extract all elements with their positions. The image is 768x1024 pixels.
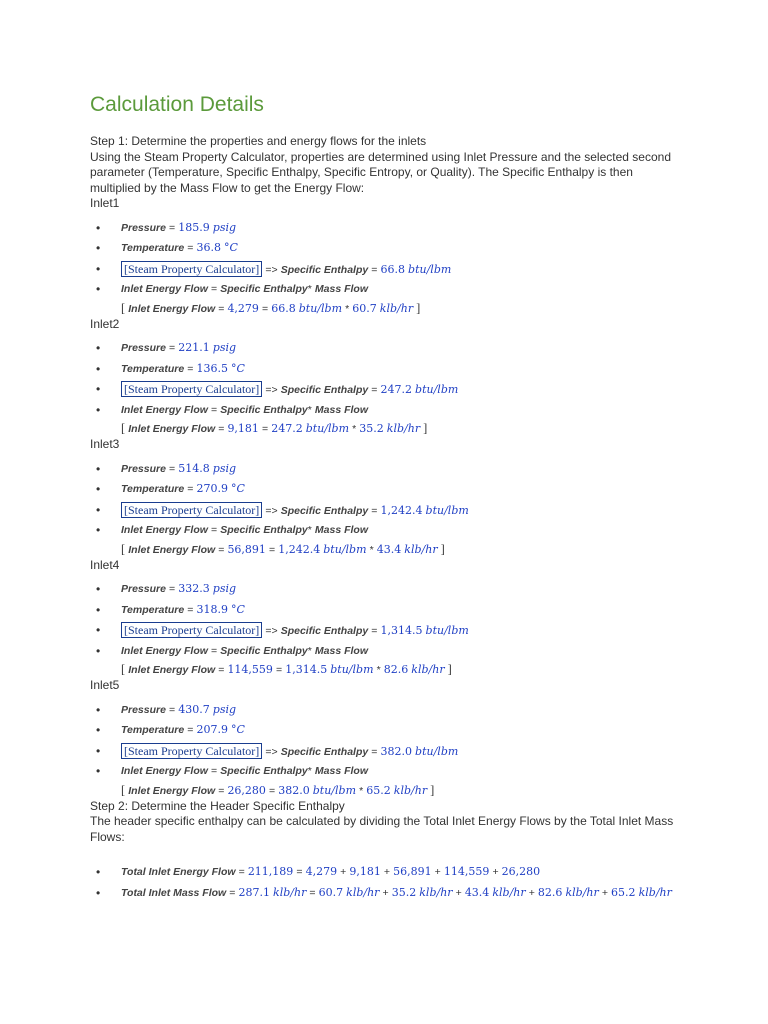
bracket-close: ] [440, 541, 445, 556]
inlet-block [90, 196, 688, 317]
unit-text: btu/lbm [415, 383, 459, 396]
energy-flow-result [90, 782, 688, 799]
energy-term: 9,181 [349, 865, 381, 878]
energy-flow-label: Inlet Energy Flow [121, 765, 208, 777]
mass-flow-label: Mass Flow [314, 283, 368, 295]
energy-flow-result [90, 661, 688, 678]
pressure-value: 221.1 [178, 341, 210, 354]
equals-sign: = [371, 263, 378, 276]
total-mass-label: Total Inlet Mass Flow [121, 886, 227, 899]
mass-term: 60.7 [318, 885, 344, 899]
inlet-block [90, 437, 688, 558]
mass-flow-label: Mass Flow [314, 403, 368, 416]
bullet-icon: • [96, 885, 101, 900]
unit-text: klb/hr [379, 301, 414, 315]
pressure-item [90, 702, 688, 723]
equals-sign: = [371, 745, 378, 758]
plus-sign: + [382, 886, 389, 899]
equals-sign: = [169, 703, 176, 716]
unit-text: btu/lbm [425, 503, 469, 517]
energy-flow-label: Inlet Energy Flow [128, 543, 216, 556]
inlet-name: Inlet3 [90, 437, 120, 451]
plus-sign: + [340, 866, 347, 878]
pressure-value: 430.7 [178, 702, 210, 716]
plus-sign: + [528, 886, 535, 899]
unit-text: klb/hr [411, 663, 445, 676]
enthalpy-value: 66.8 [271, 301, 296, 315]
enthalpy-label: Specific Enthalpy [220, 765, 308, 777]
temperature-item [90, 602, 688, 623]
temperature-item [90, 722, 688, 743]
energy-flow-label: Inlet Energy Flow [121, 644, 208, 657]
bracket-close: ] [416, 300, 421, 315]
total-energy-item [90, 864, 688, 885]
equals-sign: = [187, 603, 194, 616]
bullet-icon: • [96, 461, 101, 476]
equals-sign: = [218, 302, 225, 315]
energy-flow-label: Inlet Energy Flow [128, 784, 216, 797]
mass-flow-value: 43.4 [376, 542, 402, 556]
pressure-value: 514.8 [178, 461, 210, 475]
temperature-item [90, 240, 688, 261]
unit-text: °C [231, 482, 245, 495]
pressure-item [90, 461, 688, 482]
pressure-label: Pressure [121, 462, 166, 475]
bracket-close: ] [430, 782, 435, 797]
step1-title: Step 1: Determine the properties and energy flows for the inlets [90, 134, 427, 148]
step2-title: Step 2: Determine the Header Specific Enthalpy [90, 798, 345, 813]
unit-text: klb/hr [393, 783, 428, 797]
inlets-section [90, 196, 688, 799]
mass-flow-label: Mass Flow [314, 765, 368, 777]
inlet-block [90, 317, 688, 438]
unit-text: klb/hr [419, 885, 453, 899]
mass-flow-value: 60.7 [352, 301, 377, 315]
bullet-icon: • [96, 282, 101, 296]
plus-sign: + [434, 866, 441, 878]
bullet-icon: • [96, 643, 101, 658]
equals-sign: = [169, 583, 176, 595]
energy-term: 114,559 [443, 865, 490, 878]
times-sign: * [307, 524, 312, 536]
enthalpy-label: Specific Enthalpy [280, 263, 369, 276]
unit-text: psig [212, 220, 237, 234]
arrow-text: => [265, 625, 278, 637]
mass-term: 35.2 [391, 885, 417, 899]
equals-sign: = [187, 362, 194, 375]
bullet-icon: • [96, 341, 101, 355]
times-sign: * [307, 644, 312, 657]
pressure-value: 185.9 [178, 220, 210, 234]
energy-flow-result [90, 541, 688, 558]
temperature-label: Temperature [121, 724, 185, 736]
steam-calculator-link[interactable]: [Steam Property Calculator] [121, 622, 262, 638]
inlet-property-list [90, 340, 688, 422]
bracket-open: [ [121, 662, 126, 676]
unit-text: btu/lbm [312, 783, 357, 797]
bullet-icon: • [96, 261, 101, 276]
energy-formula-item [90, 522, 688, 543]
bracket-open: [ [121, 541, 126, 556]
unit-text: klb/hr [638, 885, 672, 899]
energy-formula-item [90, 763, 688, 784]
energy-flow-value: 56,891 [227, 542, 266, 556]
unit-text: btu/lbm [425, 624, 469, 637]
mass-term: 65.2 [611, 885, 636, 899]
plus-sign: + [455, 886, 462, 899]
energy-flow-result [90, 420, 688, 437]
enthalpy-label: Specific Enthalpy [220, 283, 308, 295]
temperature-value: 36.8 [196, 241, 221, 254]
pressure-item [90, 340, 688, 361]
bullet-icon: • [96, 523, 101, 537]
enthalpy-value: 382.0 [380, 744, 412, 758]
bullet-icon: • [96, 743, 101, 758]
mass-flow-label: Mass Flow [314, 644, 368, 657]
temperature-value: 136.5 [196, 361, 228, 375]
enthalpy-value: 1,314.5 [285, 663, 328, 676]
enthalpy-label: Specific Enthalpy [280, 625, 369, 637]
enthalpy-label: Specific Enthalpy [220, 403, 308, 416]
inlet-property-list [90, 702, 688, 784]
enthalpy-value: 247.2 [380, 383, 412, 396]
enthalpy-item [90, 743, 688, 764]
step1-desc-line: multiplied by the Mass Flow to get the Energy Flow: [90, 180, 365, 195]
energy-term: 4,279 [305, 865, 338, 878]
unit-text: btu/lbm [408, 262, 452, 276]
inlet-name: Inlet5 [90, 678, 120, 692]
steam-calculator-link[interactable]: [Steam Property Calculator] [121, 743, 262, 759]
equals-sign: = [218, 543, 225, 556]
equals-sign: = [238, 866, 245, 878]
enthalpy-item [90, 622, 688, 643]
times-sign: * [345, 302, 350, 315]
times-sign: * [307, 283, 312, 295]
enthalpy-label: Specific Enthalpy [280, 504, 369, 517]
temperature-value: 270.9 [196, 482, 228, 495]
temperature-item [90, 361, 688, 382]
inlet-block [90, 558, 688, 679]
equals-sign: = [187, 483, 194, 495]
total-mass-value: 287.1 [238, 885, 270, 899]
pressure-item [90, 581, 688, 602]
enthalpy-label: Specific Enthalpy [220, 524, 308, 536]
bracket-open: [ [121, 421, 126, 435]
equals-sign: = [187, 242, 194, 254]
bracket-open: [ [121, 782, 126, 797]
plus-sign: + [383, 866, 391, 878]
bullet-icon: • [96, 764, 101, 778]
unit-text: °C [231, 602, 245, 616]
enthalpy-item [90, 261, 688, 282]
equals-sign: = [169, 462, 176, 475]
mass-flow-label: Mass Flow [314, 524, 368, 536]
pressure-label: Pressure [121, 703, 166, 716]
energy-formula-item [90, 402, 688, 423]
temperature-label: Temperature [121, 242, 185, 254]
unit-text: °C [231, 361, 245, 375]
equals-sign: = [169, 221, 176, 234]
times-sign: * [352, 423, 357, 435]
unit-text: klb/hr [346, 885, 380, 899]
bullet-icon: • [96, 382, 101, 396]
unit-text: psig [212, 341, 237, 354]
steam-calculator-link[interactable]: [Steam Property Calculator] [121, 261, 262, 277]
bullet-icon: • [96, 702, 101, 717]
energy-flow-label: Inlet Energy Flow [128, 302, 216, 315]
bullet-icon: • [96, 361, 101, 376]
energy-flow-label: Inlet Energy Flow [121, 283, 208, 295]
equals-sign: = [371, 384, 378, 396]
plus-sign: + [492, 866, 499, 878]
pressure-item [90, 220, 688, 241]
steam-calculator-link[interactable]: [Steam Property Calculator] [121, 502, 262, 518]
pressure-label: Pressure [121, 221, 166, 234]
energy-flow-result [90, 300, 688, 317]
enthalpy-label: Specific Enthalpy [280, 745, 369, 758]
unit-text: psig [212, 461, 237, 475]
total-mass-item [90, 885, 688, 906]
unit-text: klb/hr [404, 542, 438, 556]
enthalpy-label: Specific Enthalpy [220, 644, 308, 657]
unit-text: klb/hr [492, 885, 526, 899]
pressure-label: Pressure [121, 583, 166, 595]
equals-sign: = [296, 866, 303, 878]
temperature-value: 318.9 [196, 602, 228, 616]
bullet-icon: • [96, 220, 101, 235]
energy-flow-label: Inlet Energy Flow [121, 524, 208, 536]
times-sign: * [359, 784, 364, 797]
step2-list [90, 864, 688, 905]
equals-sign: = [276, 664, 283, 676]
equals-sign: = [211, 524, 218, 536]
equals-sign: = [262, 302, 269, 315]
bullet-icon: • [96, 582, 101, 596]
inlet-name: Inlet2 [90, 316, 120, 331]
unit-text: psig [212, 582, 237, 595]
energy-flow-label: Inlet Energy Flow [128, 664, 216, 676]
times-sign: * [369, 543, 374, 556]
equals-sign: = [218, 664, 225, 676]
energy-flow-label: Inlet Energy Flow [121, 403, 208, 416]
mass-flow-value: 65.2 [366, 783, 391, 797]
pressure-value: 332.3 [178, 582, 210, 595]
times-sign: * [376, 664, 381, 676]
enthalpy-value: 1,314.5 [380, 624, 423, 637]
step1-desc-line: Using the Steam Property Calculator, properties are determined using Inlet Pressure and the selected second [90, 149, 671, 164]
pressure-label: Pressure [121, 342, 166, 354]
bullet-icon: • [96, 865, 101, 879]
energy-term: 56,891 [393, 865, 432, 878]
temperature-label: Temperature [121, 362, 185, 375]
page-title: Calculation Details [90, 93, 264, 116]
unit-text: °C [224, 241, 238, 254]
unit-text: btu/lbm [298, 301, 343, 315]
equals-sign: = [269, 543, 276, 556]
step2-desc-line: Flows: [90, 829, 125, 844]
enthalpy-value: 66.8 [380, 262, 405, 276]
equals-sign: = [211, 644, 218, 657]
bullet-icon: • [96, 623, 101, 637]
inlet-property-list [90, 220, 688, 302]
total-mass-terms [319, 887, 672, 899]
step1-desc-line: parameter (Temperature, Specific Enthalpy, Specific Entropy, or Quality). The Specific Enthalpy is then [90, 165, 633, 179]
unit-text: btu/lbm [323, 542, 367, 556]
times-sign: * [307, 765, 312, 777]
temperature-label: Temperature [121, 603, 185, 616]
total-energy-value: 211,189 [247, 865, 294, 878]
inlet-name: Inlet4 [90, 557, 120, 572]
enthalpy-label: Specific Enthalpy [280, 384, 369, 396]
unit-text: °C [231, 723, 245, 736]
energy-term: 26,280 [501, 865, 541, 878]
equals-sign: = [269, 784, 276, 797]
bullet-icon: • [96, 402, 101, 417]
bullet-icon: • [96, 241, 101, 255]
arrow-text: => [265, 504, 278, 517]
bullet-icon: • [96, 723, 101, 737]
inlet-name: Inlet1 [90, 196, 120, 210]
times-sign: * [307, 403, 312, 416]
equals-sign: = [187, 724, 194, 736]
equals-sign: = [371, 504, 378, 517]
arrow-text: => [265, 384, 278, 396]
equals-sign: = [218, 423, 225, 435]
steam-calculator-link[interactable]: [Steam Property Calculator] [121, 381, 262, 397]
equals-sign: = [211, 283, 218, 295]
equals-sign: = [262, 423, 269, 435]
mass-flow-value: 82.6 [383, 663, 409, 676]
bracket-close: ] [447, 662, 452, 676]
energy-flow-value: 114,559 [227, 663, 273, 676]
enthalpy-item [90, 502, 688, 523]
equals-sign: = [371, 625, 378, 637]
unit-text: psig [212, 702, 237, 716]
enthalpy-value: 1,242.4 [380, 503, 423, 517]
equals-sign: = [169, 342, 176, 354]
energy-flow-value: 4,279 [227, 301, 259, 315]
equals-sign: = [211, 765, 218, 777]
bullet-icon: • [96, 602, 101, 617]
energy-flow-value: 26,280 [227, 783, 266, 797]
unit-text: klb/hr [273, 885, 307, 899]
equals-sign: = [218, 784, 225, 797]
equals-sign: = [211, 403, 218, 416]
arrow-text: => [265, 263, 278, 276]
bullet-icon: • [96, 502, 101, 517]
temperature-item [90, 481, 688, 502]
arrow-text: => [265, 745, 278, 758]
temperature-label: Temperature [121, 483, 185, 495]
total-energy-label: Total Inlet Energy Flow [121, 866, 236, 878]
unit-text: btu/lbm [305, 422, 350, 435]
temperature-value: 207.9 [196, 723, 228, 736]
energy-flow-value: 9,181 [227, 422, 259, 435]
enthalpy-value: 247.2 [271, 422, 303, 435]
enthalpy-value: 382.0 [278, 783, 310, 797]
plus-sign: + [601, 886, 608, 899]
bracket-open: [ [121, 300, 126, 315]
inlet-property-list [90, 461, 688, 543]
enthalpy-value: 1,242.4 [278, 542, 321, 556]
total-energy-terms [306, 866, 541, 878]
energy-flow-label: Inlet Energy Flow [128, 423, 216, 435]
mass-term: 43.4 [464, 885, 490, 899]
unit-text: btu/lbm [415, 744, 459, 758]
mass-flow-value: 35.2 [359, 422, 384, 435]
bracket-close: ] [423, 421, 428, 435]
energy-formula-item [90, 643, 688, 664]
equals-sign: = [229, 886, 236, 899]
unit-text: klb/hr [386, 422, 421, 435]
unit-text: klb/hr [565, 885, 599, 899]
inlet-property-list [90, 581, 688, 663]
unit-text: btu/lbm [330, 663, 374, 676]
equals-sign: = [309, 886, 316, 899]
enthalpy-item [90, 381, 688, 402]
inlet-block [90, 678, 688, 799]
bullet-icon: • [96, 482, 101, 496]
energy-formula-item [90, 281, 688, 302]
step2-desc-line: The header specific enthalpy can be calculated by dividing the Total Inlet Energy Flows by the Total Inlet Mass [90, 814, 674, 828]
mass-term: 82.6 [537, 885, 563, 899]
